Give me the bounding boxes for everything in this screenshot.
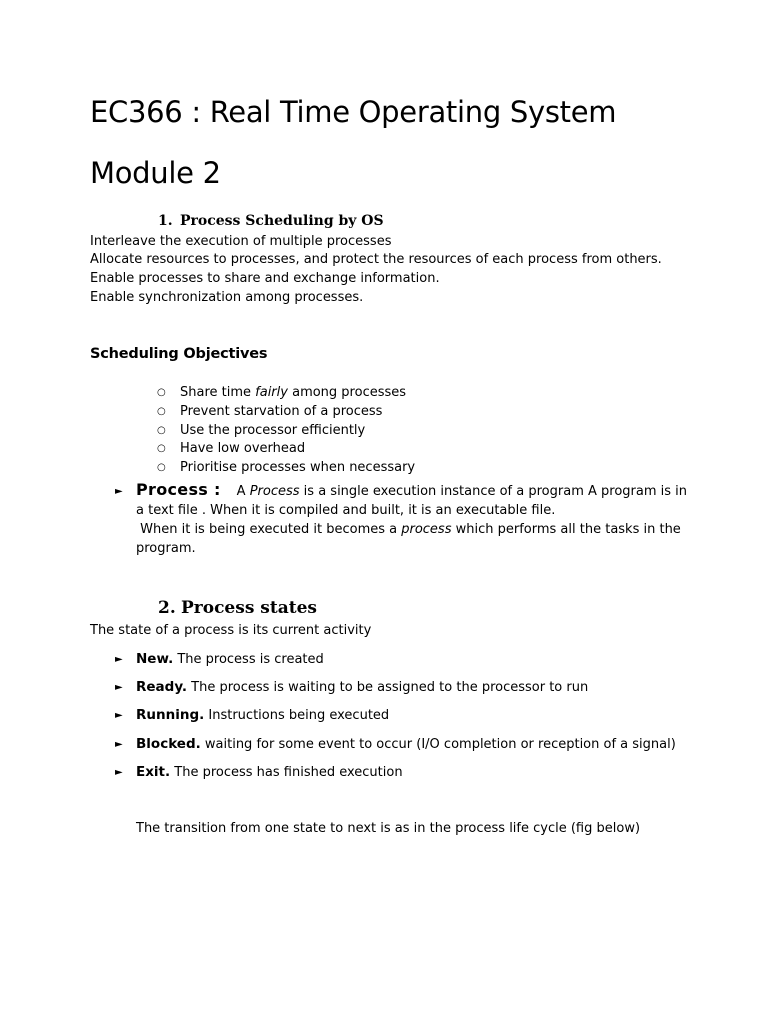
section-1-heading (158, 213, 384, 229)
arrow-bullet-icon: ► (115, 486, 123, 497)
arrow-bullet-icon: ► (115, 682, 123, 693)
states-intro: The state of a process is its current activity (90, 623, 372, 638)
life-cycle-note: The transition from one state to next is as in the process life cycle (fig below) (136, 821, 641, 836)
document-title: EC366 : Real Time Operating System (90, 95, 617, 129)
list-item: ○ Prevent starvation of a process (157, 403, 415, 422)
arrow-bullet-icon: ► (115, 739, 123, 750)
state-item-running: Running. Instructions being executed (136, 707, 390, 723)
list-item: ○ Use the processor efficiently (157, 422, 415, 441)
scheduling-line-3: Enable processes to share and exchange information. (90, 271, 440, 286)
process-label: Process : (136, 480, 221, 499)
module-heading: Module 2 (90, 156, 221, 190)
list-item: ○ Have low overhead (157, 440, 415, 459)
circle-bullet-icon: ○ (157, 424, 166, 436)
circle-bullet-icon: ○ (157, 405, 166, 417)
scheduling-line-4: Enable synchronization among processes. (90, 290, 364, 305)
section-1-title: Process Scheduling by OS (180, 213, 384, 229)
state-item-exit: Exit. The process has finished execution (136, 764, 403, 780)
objectives-list (157, 384, 415, 478)
section-2-title: Process states (181, 598, 317, 618)
section-1-number: 1. (158, 213, 173, 229)
list-item: ○ Share time fairly among processes (157, 384, 415, 403)
circle-bullet-icon: ○ (157, 443, 166, 455)
objectives-heading: Scheduling Objectives (90, 346, 268, 362)
list-item: ○ Prioritise processes when necessary (157, 459, 415, 478)
arrow-bullet-icon: ► (115, 710, 123, 721)
state-item-ready: Ready. The process is waiting to be assigned to the processor to run (136, 679, 589, 695)
circle-bullet-icon: ○ (157, 462, 166, 474)
arrow-bullet-icon: ► (115, 654, 123, 665)
circle-bullet-icon: ○ (157, 387, 166, 398)
scheduling-line-2: Allocate resources to processes, and protect the resources of each process from others. (90, 252, 662, 267)
section-2-heading (158, 598, 317, 618)
state-item-blocked: Blocked. waiting for some event to occur (I/O completion or reception of a signal) (136, 736, 676, 752)
state-item-new: New. The process is created (136, 651, 324, 667)
process-definition: Process : A Process is a single execution instance of a program A program is in a text file . When it is compiled and built, it is an executable file. When it is being executed it becomes a process which performs all the tasks in the program. (136, 480, 688, 556)
arrow-bullet-icon: ► (115, 767, 123, 778)
scheduling-line-1: Interleave the execution of multiple processes (90, 234, 392, 249)
section-2-number: 2. (158, 598, 176, 618)
